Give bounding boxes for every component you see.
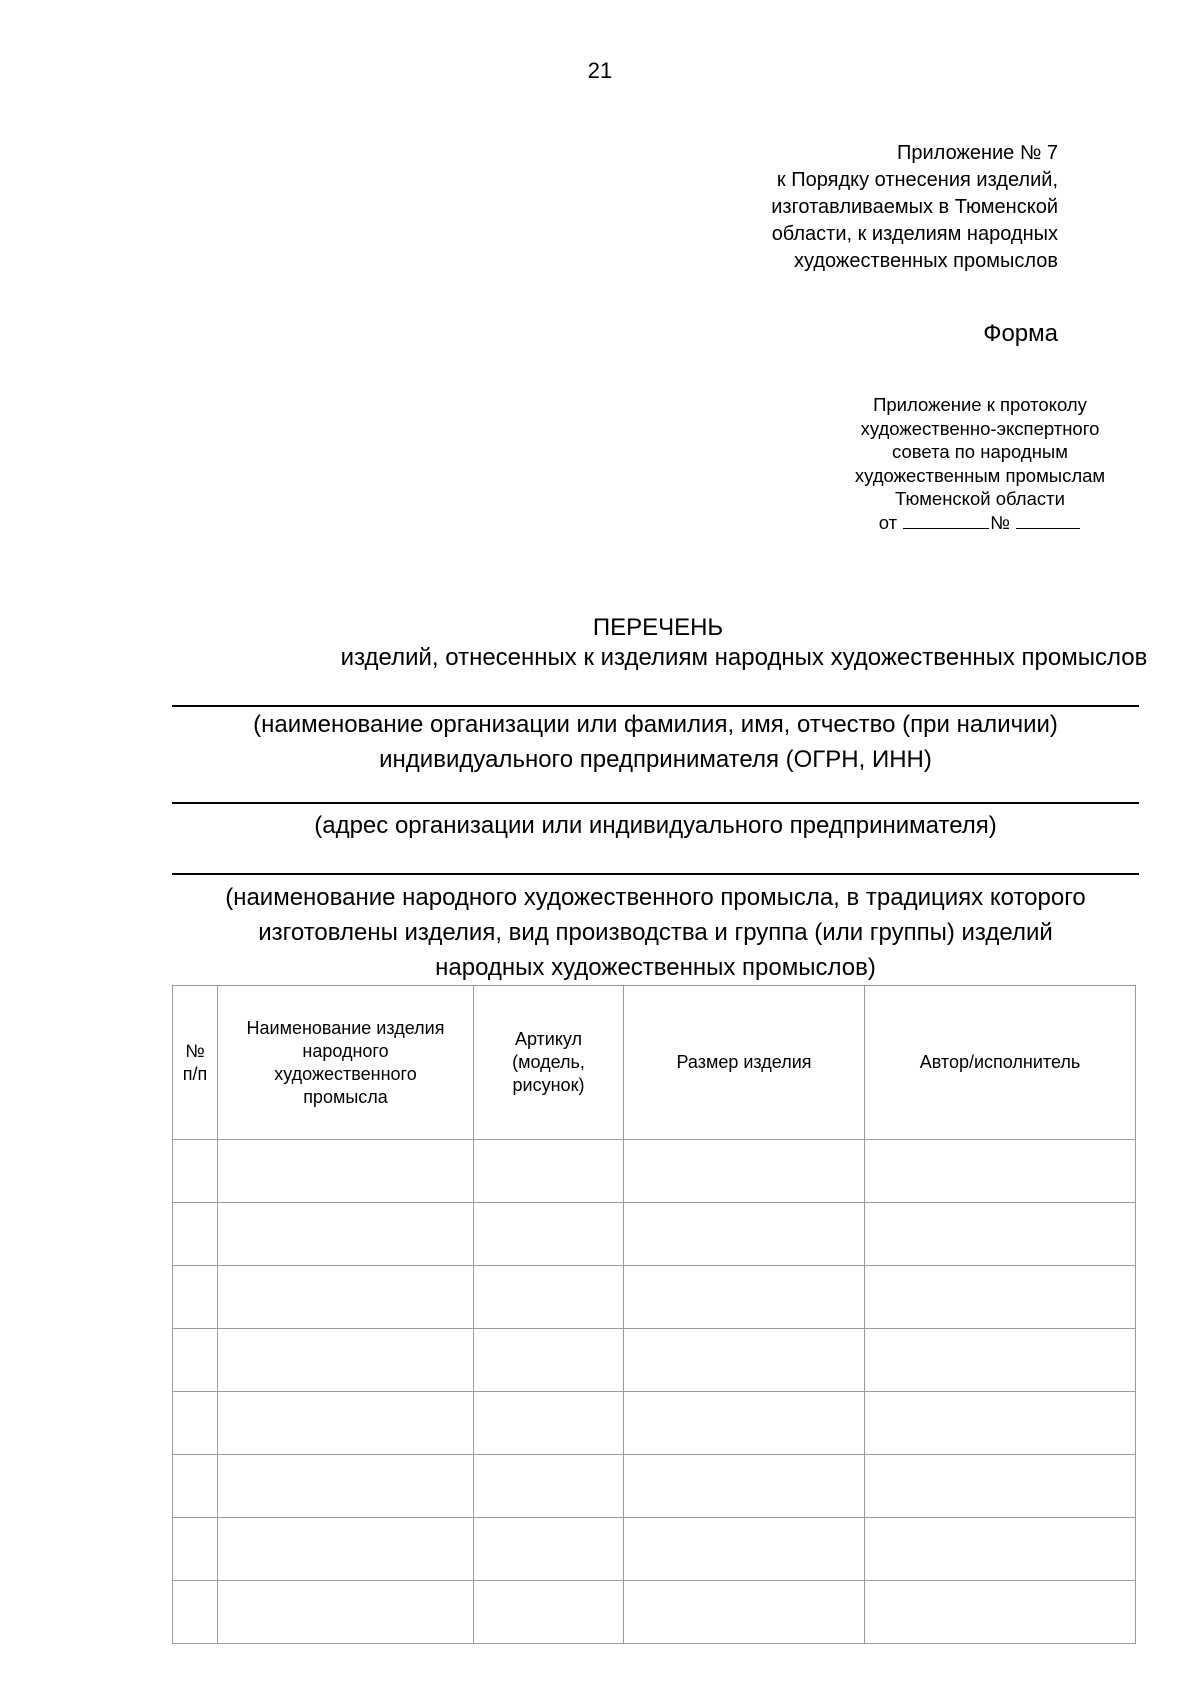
header-line: художественного [274,1063,417,1084]
table-cell[interactable] [474,1581,624,1644]
appendix-line: художественных промыслов [794,250,1058,272]
protocol-line: совета по народным [892,441,1068,462]
table-cell[interactable] [218,1140,474,1203]
date-prefix: от [878,511,898,533]
header-line: Автор/исполнитель [919,1052,1081,1072]
table-cell[interactable] [474,1455,624,1518]
protocol-date-line [830,511,1130,535]
table-cell[interactable] [173,1140,218,1203]
table-row [173,1455,1136,1518]
table-cell[interactable] [865,1203,1136,1266]
caption-line: (наименование организации или фамилия, имя, отчество (при наличии) [253,711,1058,738]
table-cell[interactable] [474,1329,624,1392]
table-cell[interactable] [218,1329,474,1392]
header-line: № [185,1040,205,1061]
table-cell[interactable] [173,1329,218,1392]
appendix-line: изготавливаемых в Тюменской [771,196,1058,218]
table-cell[interactable] [624,1518,865,1581]
protocol-line: Тюменской области [895,488,1065,509]
table-header-row [173,986,1136,1140]
header-line: народного [302,1040,389,1061]
header-size [624,986,865,1140]
table-row [173,1266,1136,1329]
table-cell[interactable] [173,1203,218,1266]
table-cell[interactable] [218,1455,474,1518]
table-cell[interactable] [173,1266,218,1329]
caption-line: индивидуального предпринимателя (ОГРН, ИНН) [379,746,932,773]
header-number [173,986,218,1140]
items-table [172,985,1136,1644]
table-cell[interactable] [218,1518,474,1581]
organization-caption [172,707,1139,777]
table-cell[interactable] [474,1518,624,1581]
form-label: Форма [983,320,1058,347]
caption-line: изготовлены изделия, вид производства и группа (или группы) изделий [258,919,1053,946]
table-cell[interactable] [624,1392,865,1455]
table-cell[interactable] [218,1203,474,1266]
address-caption [172,808,1139,843]
table-cell[interactable] [865,1329,1136,1392]
page-number: 21 [587,58,613,83]
table-cell[interactable] [474,1392,624,1455]
table-cell[interactable] [173,1455,218,1518]
table-row [173,1329,1136,1392]
protocol-reference [830,393,1130,534]
document-title: ПЕРЕЧЕНЬ [592,614,724,641]
appendix-line: к Порядку отнесения изделий, [776,169,1058,191]
table-cell[interactable] [865,1392,1136,1455]
address-fill-line[interactable] [172,802,1139,804]
header-item-name [218,986,474,1140]
header-line: промысла [303,1086,388,1107]
document-subtitle: изделий, отнесенных к изделиям народных художественных промыслов [340,644,1148,671]
table-cell[interactable] [218,1392,474,1455]
caption-line: (адрес организации или индивидуального предпринимателя) [314,812,997,839]
table-cell[interactable] [624,1203,865,1266]
table-cell[interactable] [624,1140,865,1203]
table-row [173,1581,1136,1644]
header-line: п/п [182,1063,208,1084]
caption-line: народных художественных промыслов) [435,954,876,981]
header-line: Артикул [514,1029,583,1049]
table-cell[interactable] [865,1140,1136,1203]
appendix-line: области, к изделиям народных [771,223,1058,245]
table-cell[interactable] [624,1455,865,1518]
table-cell[interactable] [624,1581,865,1644]
protocol-line: Приложение к протоколу [873,394,1087,415]
table-row [173,1518,1136,1581]
header-article [474,986,624,1140]
table-cell[interactable] [865,1455,1136,1518]
header-line: рисунок) [512,1075,585,1095]
table-cell[interactable] [624,1329,865,1392]
header-line: (модель, [512,1052,585,1072]
table-cell[interactable] [865,1266,1136,1329]
table-cell[interactable] [173,1392,218,1455]
appendix-line: Приложение № 7 [897,142,1058,164]
table-cell[interactable] [218,1266,474,1329]
table-row [173,1140,1136,1203]
craft-fill-line[interactable] [172,873,1139,875]
craft-caption [172,880,1139,985]
table-cell[interactable] [865,1518,1136,1581]
table-cell[interactable] [218,1581,474,1644]
table-row [173,1203,1136,1266]
date-blank[interactable] [903,511,989,529]
table-cell[interactable] [624,1266,865,1329]
table-cell[interactable] [474,1203,624,1266]
table-cell[interactable] [865,1581,1136,1644]
table-cell[interactable] [173,1518,218,1581]
number-blank[interactable] [1016,511,1080,529]
table-cell[interactable] [474,1266,624,1329]
table-cell[interactable] [474,1140,624,1203]
protocol-line: художественным промыслам [854,464,1106,486]
appendix-reference [638,140,1058,275]
caption-line: (наименование народного художественного промысла, в традициях которого [225,884,1086,911]
header-line: Размер изделия [676,1052,812,1072]
header-line: Наименование изделия [246,1017,445,1038]
number-label: № [990,511,1011,533]
table-cell[interactable] [173,1581,218,1644]
table-row [173,1392,1136,1455]
protocol-line: художественно-экспертного [860,417,1100,439]
header-author [865,986,1136,1140]
